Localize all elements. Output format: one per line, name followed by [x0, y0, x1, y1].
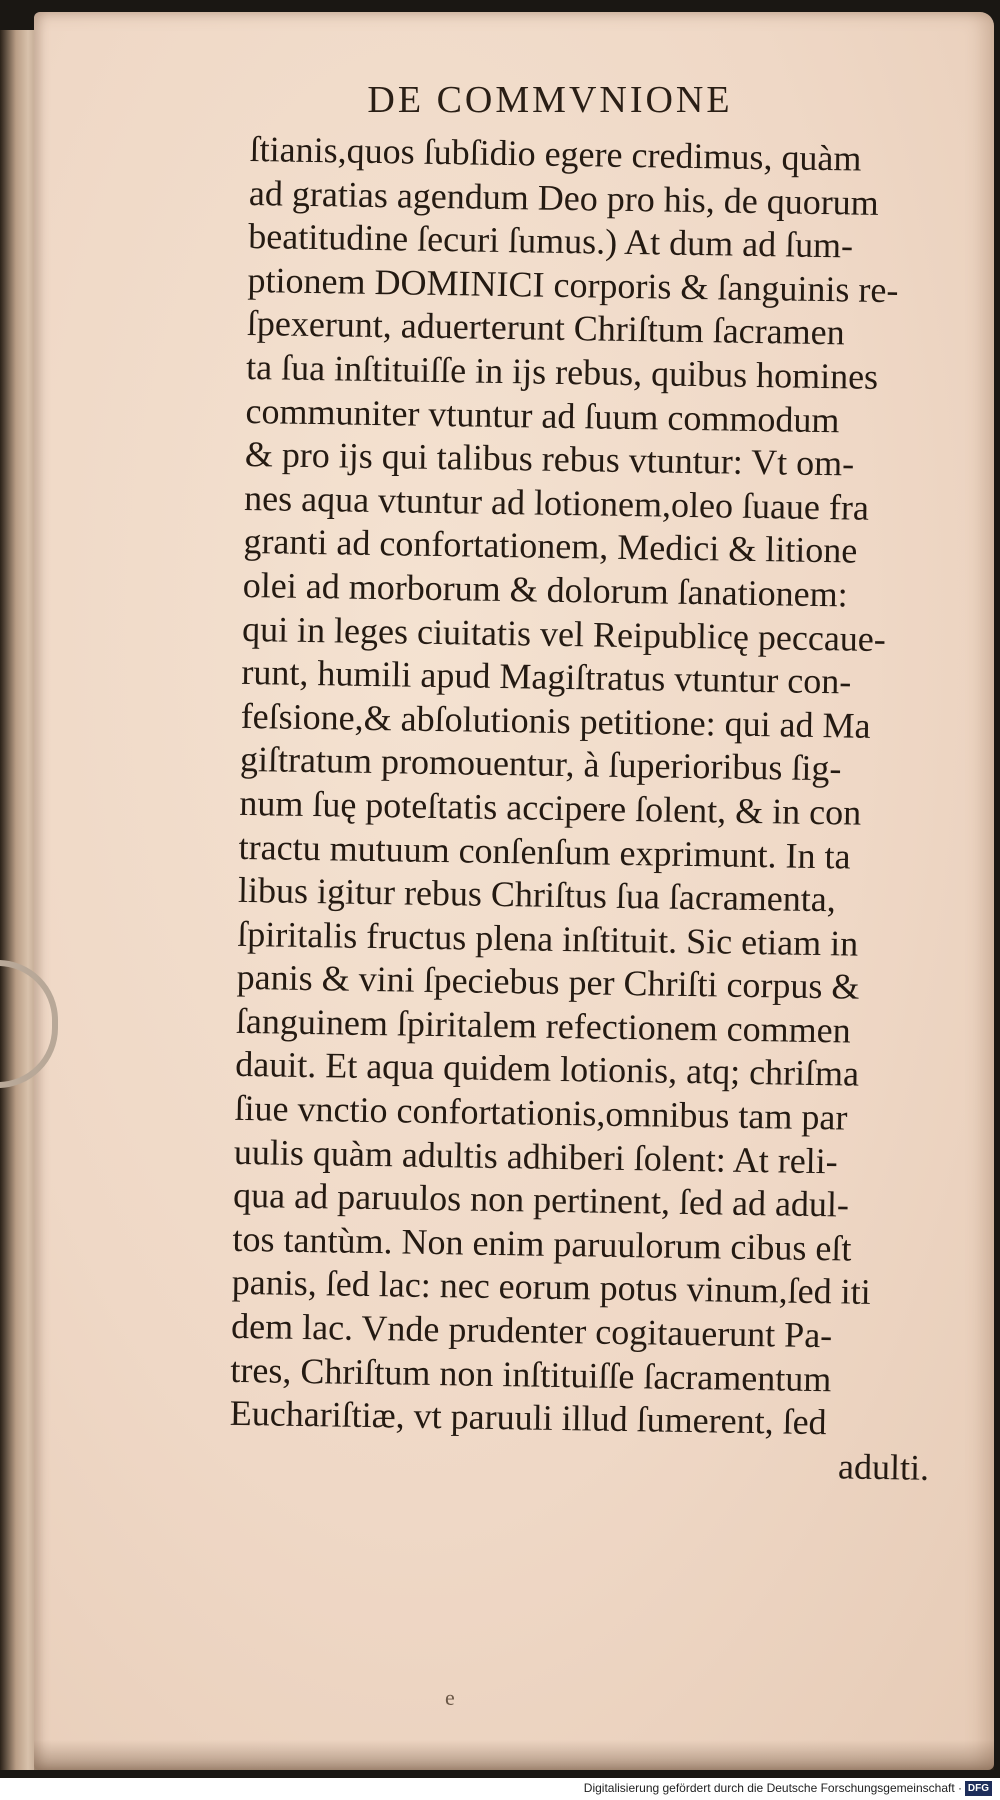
- text-line: ad gratias agendum Deo pro his, de quorum: [248, 172, 880, 223]
- text-line: & pro ijs qui talibus rebus vtuntur: Vt om-: [244, 434, 855, 484]
- text-line: libus igitur rebus Chriſtus ſua ſacramenta,: [237, 870, 837, 920]
- text-line: qua ad paruulos non pertinent, ſed ad adul-: [232, 1175, 850, 1225]
- text-line: ſiue vnctio confortationis,omnibus tam par: [234, 1087, 848, 1138]
- text-line: runt, humili apud Magiſtratus vtuntur con-: [241, 652, 852, 702]
- text-line: ſpiritalis fructus plena inſtituit. Sic etiam in: [237, 913, 859, 964]
- text-line: communiter vtuntur ad ſuum commodum: [245, 390, 840, 440]
- text-line: uulis quàm adultis adhiberi ſolent: At reli-: [233, 1131, 839, 1182]
- text-line: olei ad morborum & dolorum ſanationem:: [242, 564, 848, 615]
- text-line: dauit. Et aqua quidem lotionis, atq; chriſma: [234, 1044, 860, 1095]
- text-line: ſanguinem ſpiritalem refectionem commen: [235, 1000, 851, 1051]
- text-line: ptionem DOMINICI corporis & ſanguinis re-: [247, 259, 899, 310]
- text-line: granti ad confortationem, Medici & litione: [243, 521, 858, 571]
- text-line: ta ſua inſtituiſſe in ijs rebus, quibus homines: [245, 346, 879, 397]
- text-line: giſtratum promouentur, à ſuperioribus ſig-: [239, 739, 842, 789]
- text-line: Euchariſtiæ, vt paruuli illud ſumerent, ſed: [229, 1393, 827, 1443]
- text-line: num ſuę poteſtatis accipere ſolent, & in con: [239, 782, 862, 833]
- text-line: qui in leges ciuitatis vel Reipublicę peccaue-: [241, 608, 887, 659]
- page-shadow: [34, 1740, 994, 1770]
- text-line: beatitudine ſecuri ſumus.) At dum ad ſum-: [247, 216, 854, 266]
- body-text: [229, 128, 970, 1491]
- text-line: ſpexerunt, aduerterunt Chriſtum ſacramen: [246, 303, 845, 353]
- text-line: panis, ſed lac: nec eorum potus vinum,ſed iti: [231, 1262, 871, 1313]
- digitization-credit: Digitalisierung gefördert durch die Deutsche Forschungsgemeinschaft ·: [583, 1781, 962, 1795]
- text-line: tres, Chriſtum non inſtituiſſe ſacramentum: [230, 1349, 832, 1399]
- text-line-final: adulti.: [837, 1446, 930, 1488]
- dfg-logo: DFG: [965, 1781, 992, 1796]
- text-line: tos tantùm. Non enim paruulorum cibus eſt: [232, 1218, 852, 1269]
- text-line: ſtianis,quos ſubſidio egere credimus, quàm: [249, 128, 862, 179]
- ink-smudge: e: [445, 1685, 455, 1710]
- text-line: nes aqua vtuntur ad lotionem,oleo ſuaue fra: [243, 477, 870, 528]
- text-line: dem lac. Vnde prudenter cogitauerunt Pa-: [230, 1305, 833, 1356]
- running-heading: DE COMMVNIONE: [367, 79, 733, 121]
- text-line: panis & vini ſpeciebus per Chriſti corpus &: [236, 957, 860, 1007]
- text-line: tractu mutuum conſenſum exprimunt. In ta: [238, 826, 851, 877]
- text-line: feſsione,& abſolutionis petitione: qui ad Ma: [240, 695, 871, 746]
